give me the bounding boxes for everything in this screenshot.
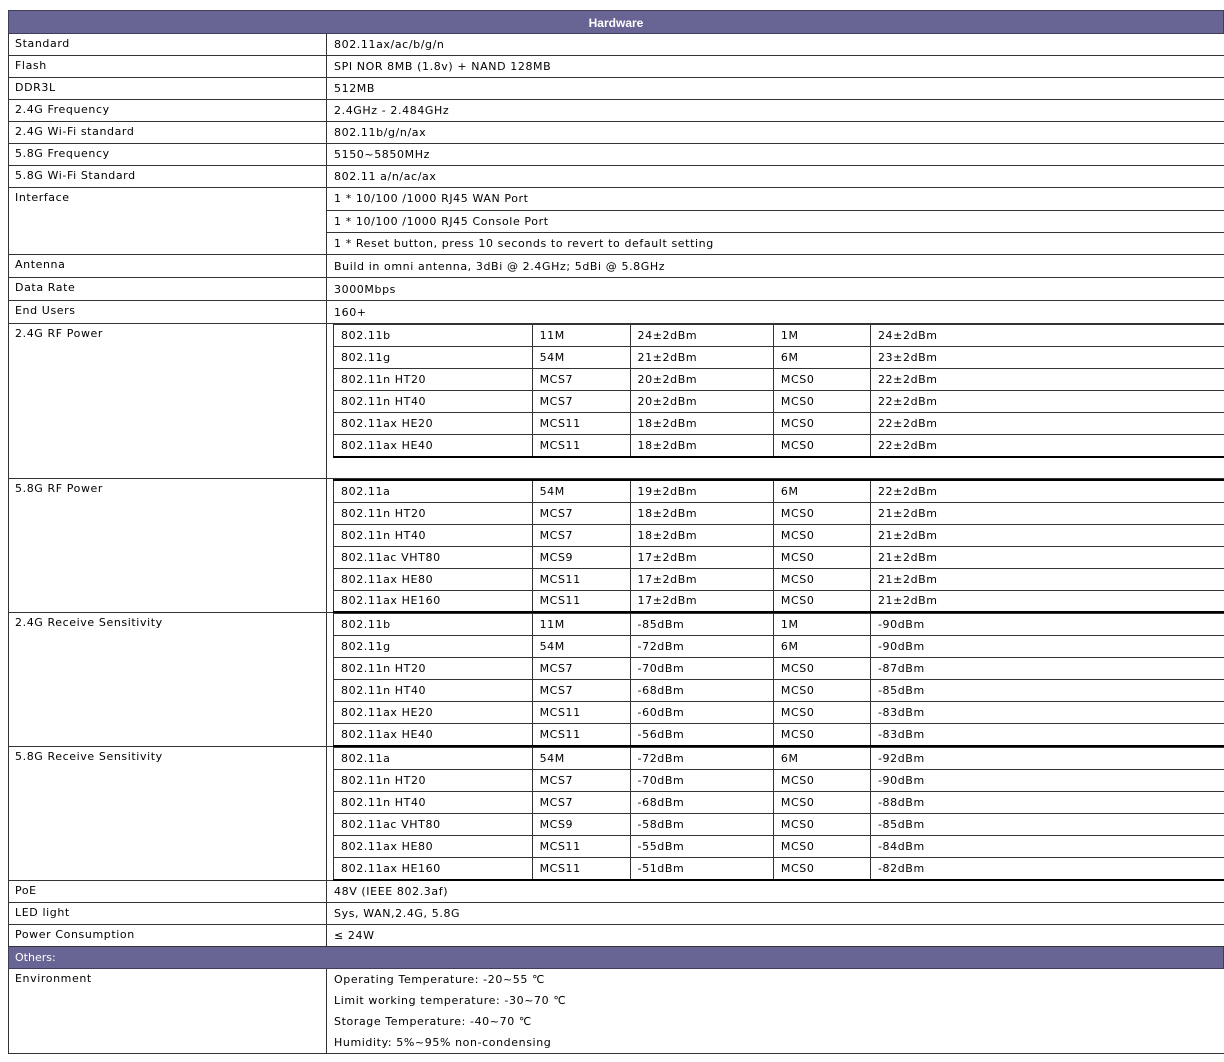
power-cell: -90dBm [870,614,1224,636]
power-cell: -92dBm [870,748,1224,770]
rate-cell: MCS7 [532,792,630,814]
power-cell: 18±2dBm [630,435,773,457]
table-row [334,369,1224,391]
table-row [334,658,1224,680]
spec-value: 3000Mbps [334,283,396,296]
spec-row-led-light [8,903,1224,925]
rate-cell: MCS0 [773,369,870,391]
mode-cell: 802.11n HT40 [334,391,533,413]
power-cell: 21±2dBm [870,546,1224,568]
table-row [334,435,1224,457]
table-row [334,702,1224,724]
table-row [334,814,1224,836]
environment-line: Storage Temperature: -40~70 ℃ [334,1015,532,1028]
rate-cell: MCS9 [532,814,630,836]
rate-cell: 54M [532,748,630,770]
rx58-table-wrap [327,747,1224,880]
rate-cell: MCS7 [532,391,630,413]
rate-cell: MCS0 [773,814,870,836]
mode-cell: 802.11ax HE20 [334,413,533,435]
spec-label: Data Rate [9,278,327,300]
spec-label: PoE [9,881,327,902]
spec-label: 5.8G Wi-Fi Standard [9,166,327,187]
rate-cell: MCS7 [532,502,630,524]
rate-cell: MCS11 [532,724,630,746]
table-row [334,614,1224,636]
rate-cell: 54M [532,636,630,658]
rate-cell: MCS7 [532,524,630,546]
spec-label: 5.8G Frequency [9,144,327,165]
rate-cell: 6M [773,480,870,502]
environment-values [327,969,1224,1053]
power-cell: 20±2dBm [630,369,773,391]
power-cell: 21±2dBm [870,590,1224,612]
spec-row-58g-frequency [8,144,1224,166]
mode-cell: 802.11a [334,748,533,770]
mode-cell: 802.11ax HE20 [334,702,533,724]
spec-label: Antenna [9,255,327,277]
rate-cell: MCS0 [773,435,870,457]
power-cell: 17±2dBm [630,568,773,590]
rate-cell: MCS11 [532,568,630,590]
power-cell: 18±2dBm [630,524,773,546]
spec-label: Standard [9,34,327,55]
table-row [334,836,1224,858]
mode-cell: 802.11b [334,325,533,347]
spec-row-24g-rf-power [8,324,1224,479]
table-row [334,524,1224,546]
others-header: Others: [8,947,1224,969]
rf24-table [333,324,1224,458]
spec-row-58g-rf-power [8,479,1224,613]
power-cell: 17±2dBm [630,590,773,612]
power-cell: 22±2dBm [870,391,1224,413]
power-cell: -85dBm [870,680,1224,702]
mode-cell: 802.11ax HE160 [334,590,533,612]
table-row [334,347,1224,369]
spec-value: 48V (IEEE 802.3af) [334,885,449,898]
power-cell: -87dBm [870,658,1224,680]
table-row [334,792,1224,814]
spec-value: 802.11b/g/n/ax [334,126,427,139]
power-cell: 24±2dBm [870,325,1224,347]
mode-cell: 802.11ax HE80 [334,568,533,590]
table-row [334,568,1224,590]
rate-cell: MCS11 [532,858,630,880]
spec-label: LED light [9,903,327,924]
rf58-table [333,479,1224,613]
power-cell: -70dBm [630,658,773,680]
rate-cell: 6M [773,347,870,369]
mode-cell: 802.11n HT40 [334,524,533,546]
power-cell: 24±2dBm [630,325,773,347]
power-cell: 17±2dBm [630,546,773,568]
power-cell: -51dBm [630,858,773,880]
spec-label: End Users [9,301,327,323]
rf24-table-wrap [327,324,1224,478]
table-row [334,770,1224,792]
power-cell: -84dBm [870,836,1224,858]
spec-value: SPI NOR 8MB (1.8v) + NAND 128MB [334,60,552,73]
spec-label: 2.4G Frequency [9,100,327,121]
power-cell: -72dBm [630,748,773,770]
spec-row-poe [8,881,1224,903]
rate-cell: MCS0 [773,836,870,858]
spec-label: 5.8G RF Power [9,479,327,612]
rate-cell: MCS11 [532,590,630,612]
spec-row-standard [8,34,1224,56]
power-cell: -90dBm [870,770,1224,792]
spec-row-ddr3l [8,78,1224,100]
spec-label: Flash [9,56,327,77]
rate-cell: MCS0 [773,546,870,568]
spec-label: 5.8G Receive Sensitivity [9,747,327,880]
rate-cell: 54M [532,480,630,502]
power-cell: 22±2dBm [870,413,1224,435]
spec-row-24g-frequency [8,100,1224,122]
spec-label: 2.4G RF Power [9,324,327,478]
power-cell: -55dBm [630,836,773,858]
spec-value: 160+ [334,306,367,319]
spec-row-24g-wifi-standard [8,122,1224,144]
rate-cell: MCS0 [773,770,870,792]
power-cell: -70dBm [630,770,773,792]
rate-cell: MCS11 [532,435,630,457]
rate-cell: MCS7 [532,770,630,792]
spec-sheet [8,10,1224,1054]
spec-row-antenna [8,255,1224,278]
rx24-table [333,613,1224,747]
spec-value: Build in omni antenna, 3dBi @ 2.4GHz; 5dBi @ 5.8GHz [334,260,666,273]
power-cell: 23±2dBm [870,347,1224,369]
table-row [334,590,1224,612]
power-cell: 22±2dBm [870,369,1224,391]
power-cell: -88dBm [870,792,1224,814]
mode-cell: 802.11ac VHT80 [334,814,533,836]
power-cell: 18±2dBm [630,502,773,524]
mode-cell: 802.11ax HE80 [334,836,533,858]
power-cell: -85dBm [870,814,1224,836]
mode-cell: 802.11ax HE40 [334,435,533,457]
spec-row-power-consumption [8,925,1224,947]
rate-cell: MCS0 [773,702,870,724]
spec-row-end-users [8,301,1224,324]
rate-cell: 1M [773,614,870,636]
interface-line: 1 * 10/100 /1000 RJ45 Console Port [327,210,1224,232]
rate-cell: 11M [532,614,630,636]
power-cell: 21±2dBm [870,502,1224,524]
table-row [334,480,1224,502]
table-row [334,546,1224,568]
spec-row-24g-receive-sensitivity [8,613,1224,747]
spec-label: Environment [9,969,327,1053]
table-row [334,391,1224,413]
rate-cell: MCS11 [532,836,630,858]
rate-cell: MCS0 [773,590,870,612]
power-cell: -83dBm [870,724,1224,746]
rate-cell: 6M [773,748,870,770]
mode-cell: 802.11g [334,636,533,658]
rate-cell: MCS0 [773,413,870,435]
spec-value: Sys, WAN,2.4G, 5.8G [334,907,461,920]
table-row [334,413,1224,435]
rate-cell: MCS0 [773,858,870,880]
rate-cell: MCS7 [532,369,630,391]
spec-value: 802.11ax/ac/b/g/n [334,38,445,51]
table-row [334,680,1224,702]
mode-cell: 802.11g [334,347,533,369]
table-row [334,724,1224,746]
mode-cell: 802.11n HT20 [334,369,533,391]
mode-cell: 802.11n HT20 [334,770,533,792]
hardware-header: Hardware [8,10,1224,34]
rate-cell: MCS0 [773,792,870,814]
power-cell: 19±2dBm [630,480,773,502]
spec-label: 2.4G Receive Sensitivity [9,613,327,746]
spec-value: 2.4GHz - 2.484GHz [334,104,450,117]
interface-line: 1 * Reset button, press 10 seconds to revert to default setting [327,232,1224,254]
power-cell: -58dBm [630,814,773,836]
spec-value: 512MB [334,82,376,95]
spec-value: ≤ 24W [334,929,375,942]
power-cell: 22±2dBm [870,435,1224,457]
mode-cell: 802.11n HT40 [334,792,533,814]
power-cell: -60dBm [630,702,773,724]
mode-cell: 802.11ac VHT80 [334,546,533,568]
spec-row-data-rate [8,278,1224,301]
mode-cell: 802.11n HT20 [334,658,533,680]
table-row [334,325,1224,347]
rate-cell: MCS0 [773,568,870,590]
mode-cell: 802.11n HT40 [334,680,533,702]
rate-cell: MCS0 [773,391,870,413]
mode-cell: 802.11ax HE40 [334,724,533,746]
table-row [334,636,1224,658]
table-row [334,502,1224,524]
spec-row-interface [8,188,1224,255]
rate-cell: 6M [773,636,870,658]
power-cell: -56dBm [630,724,773,746]
mode-cell: 802.11b [334,614,533,636]
power-cell: 21±2dBm [870,568,1224,590]
rx24-table-wrap [327,613,1224,746]
spec-row-flash [8,56,1224,78]
mode-cell: 802.11ax HE160 [334,858,533,880]
power-cell: -82dBm [870,858,1224,880]
interface-values [327,188,1224,254]
spec-row-58g-receive-sensitivity [8,747,1224,881]
power-cell: -85dBm [630,614,773,636]
power-cell: 22±2dBm [870,480,1224,502]
spec-label: DDR3L [9,78,327,99]
environment-line: Operating Temperature: -20~55 ℃ [334,973,546,986]
power-cell: 21±2dBm [870,524,1224,546]
environment-line: Humidity: 5%~95% non-condensing [334,1036,552,1049]
rate-cell: MCS0 [773,680,870,702]
rate-cell: 11M [532,325,630,347]
spec-value: 802.11 a/n/ac/ax [334,170,437,183]
rate-cell: MCS0 [773,658,870,680]
spec-row-environment [8,969,1224,1054]
rx58-table [333,747,1224,881]
power-cell: -72dBm [630,636,773,658]
table-row [334,858,1224,880]
rate-cell: MCS11 [532,702,630,724]
rf58-table-wrap [327,479,1224,612]
power-cell: -68dBm [630,792,773,814]
environment-line: Limit working temperature: -30~70 ℃ [334,994,567,1007]
rate-cell: MCS0 [773,724,870,746]
power-cell: 21±2dBm [630,347,773,369]
spec-row-58g-wifi-standard [8,166,1224,188]
spec-value: 5150~5850MHz [334,148,430,161]
power-cell: -68dBm [630,680,773,702]
table-row [334,748,1224,770]
power-cell: 20±2dBm [630,391,773,413]
rate-cell: MCS0 [773,524,870,546]
rate-cell: MCS9 [532,546,630,568]
power-cell: -90dBm [870,636,1224,658]
mode-cell: 802.11a [334,480,533,502]
spec-label: Interface [9,188,327,254]
rate-cell: MCS11 [532,413,630,435]
power-cell: 18±2dBm [630,413,773,435]
spec-label: 2.4G Wi-Fi standard [9,122,327,143]
mode-cell: 802.11n HT20 [334,502,533,524]
rate-cell: MCS0 [773,502,870,524]
rate-cell: 1M [773,325,870,347]
rate-cell: MCS7 [532,658,630,680]
rate-cell: 54M [532,347,630,369]
rate-cell: MCS7 [532,680,630,702]
power-cell: -83dBm [870,702,1224,724]
spec-label: Power Consumption [9,925,327,946]
interface-line: 1 * 10/100 /1000 RJ45 WAN Port [334,192,529,205]
